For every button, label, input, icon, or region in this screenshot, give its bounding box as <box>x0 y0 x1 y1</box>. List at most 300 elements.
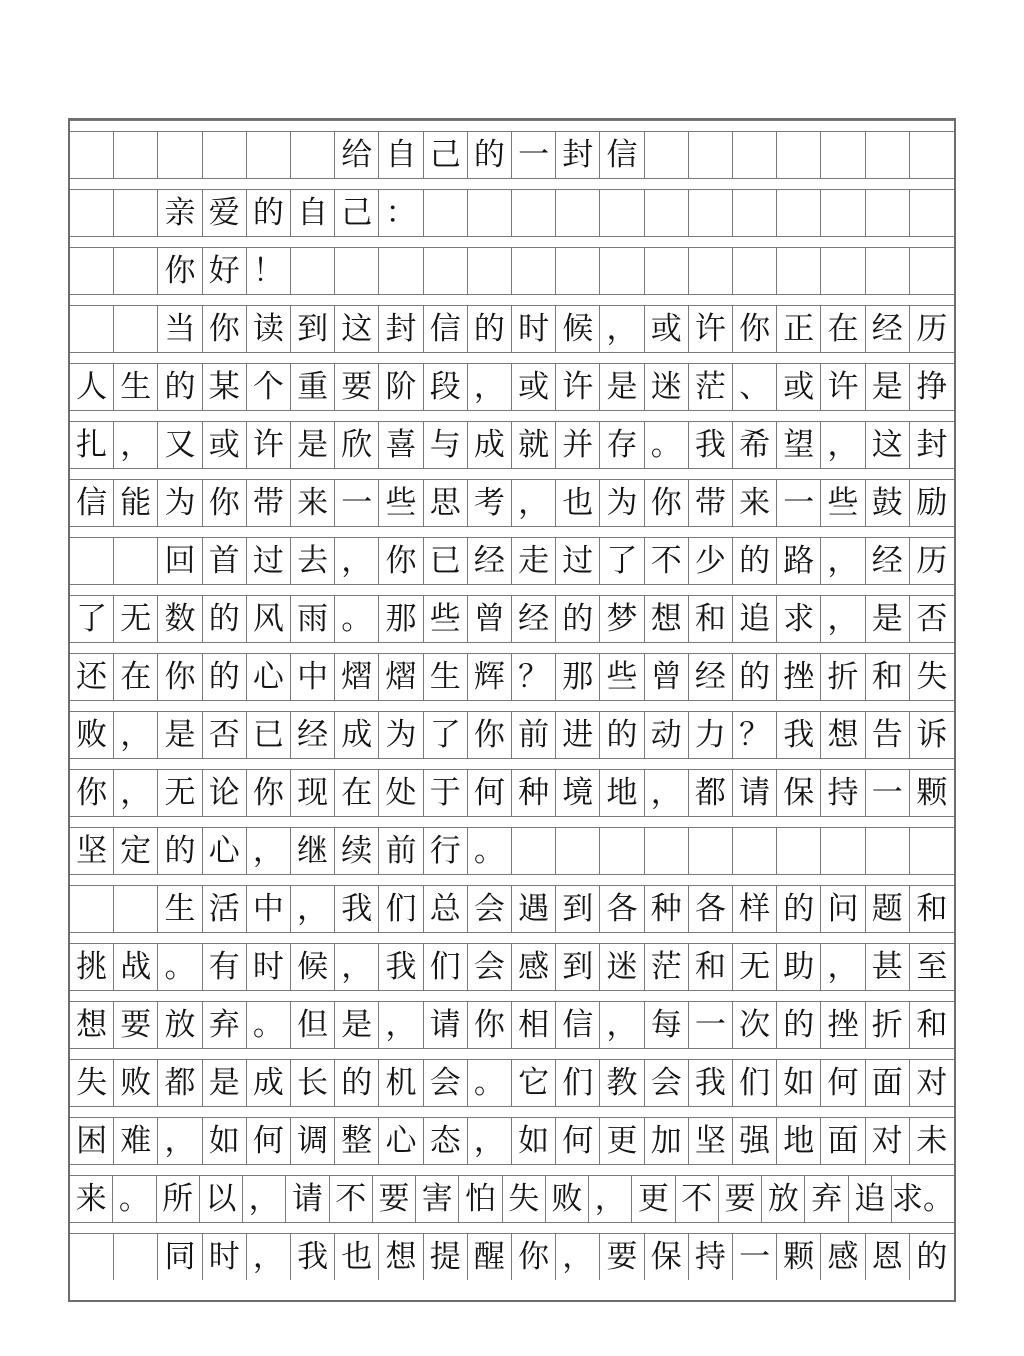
grid-cell <box>114 1234 158 1280</box>
grid-cell: 如 <box>512 1118 556 1164</box>
grid-cell: 总 <box>424 886 468 932</box>
grid-cell: 梦 <box>600 596 644 642</box>
grid-cell: 当 <box>158 306 202 352</box>
grid-cell: 你 <box>158 654 202 700</box>
grid-row <box>70 352 954 410</box>
grid-cell: 的 <box>733 538 777 584</box>
grid-cell: 在 <box>114 654 158 700</box>
grid-cell: 诉 <box>916 716 948 753</box>
grid-cell: 已 <box>247 712 291 758</box>
grid-cell: 何 <box>468 770 512 816</box>
grid-cell: 感 <box>512 944 556 990</box>
grid-cell: 持 <box>821 770 865 816</box>
grid-cell: 的 <box>335 1060 379 1106</box>
grid-cell: 过 <box>247 538 291 584</box>
grid-row <box>70 1164 954 1222</box>
row-spacer-strip <box>70 874 954 886</box>
grid-cell: 处 <box>379 770 423 816</box>
grid-cell <box>70 886 114 932</box>
grid-cell: 加 <box>645 1118 689 1164</box>
grid-cell-strip <box>70 132 954 178</box>
grid-cell: 地 <box>600 770 644 816</box>
grid-cell: 又 <box>158 422 202 468</box>
grid-cell: 地 <box>777 1118 821 1164</box>
grid-cell: 正 <box>777 306 821 352</box>
grid-cell: 时 <box>247 944 291 990</box>
grid-cell: 在 <box>821 306 865 352</box>
grid-cell: ， <box>821 422 865 468</box>
grid-cell: 生 <box>424 654 468 700</box>
grid-row <box>70 236 954 294</box>
grid-cell-strip <box>70 828 954 874</box>
grid-cell: 否 <box>916 600 948 637</box>
grid-cell: 的 <box>468 132 512 178</box>
grid-row <box>70 410 954 468</box>
row-spacer-strip <box>70 352 954 364</box>
grid-cell: 请 <box>733 770 777 816</box>
grid-cell: 会 <box>424 1060 468 1106</box>
grid-cell: 的 <box>777 886 821 932</box>
grid-row <box>70 178 954 236</box>
grid-cell <box>247 132 291 178</box>
grid-cell: 候 <box>556 306 600 352</box>
grid-cell: 经 <box>291 712 335 758</box>
grid-row <box>70 758 954 816</box>
grid-cell: 些 <box>379 480 423 526</box>
grid-row <box>70 990 954 1048</box>
grid-cell: 不 <box>676 1176 719 1222</box>
grid-cell: 失 <box>503 1176 546 1222</box>
grid-cell: 我 <box>689 1060 733 1106</box>
grid-cell: 些 <box>424 596 468 642</box>
grid-cell: 要 <box>600 1234 644 1280</box>
grid-cell: 弃 <box>805 1176 848 1222</box>
grid-cell: 我 <box>777 712 821 758</box>
grid-cell: 成 <box>468 422 512 468</box>
grid-cell: 挣 <box>916 368 948 405</box>
grid-cell: 已 <box>424 538 468 584</box>
grid-cell: 我 <box>291 1234 335 1280</box>
grid-cell: 保 <box>645 1234 689 1280</box>
grid-cell: 持 <box>689 1234 733 1280</box>
grid-cell: 扎 <box>70 422 114 468</box>
grid-cell: 但 <box>291 1002 335 1048</box>
grid-cell: 曾 <box>645 654 689 700</box>
grid-cell: 题 <box>866 886 910 932</box>
grid-cell: 挫 <box>821 1002 865 1048</box>
grid-cell: 心 <box>379 1118 423 1164</box>
grid-cell: 与 <box>424 422 468 468</box>
grid-cell: 的 <box>247 190 291 236</box>
grid-cell <box>733 190 777 236</box>
grid-cell-strip <box>70 248 954 294</box>
grid-cell: 希 <box>733 422 777 468</box>
grid-cell <box>512 190 556 236</box>
grid-cell: 每 <box>645 1002 689 1048</box>
grid-cell: 战 <box>114 944 158 990</box>
grid-cell: 经 <box>468 538 512 584</box>
grid-cell: 思 <box>424 480 468 526</box>
grid-cell: 失 <box>70 1060 114 1106</box>
grid-cell: 亲 <box>158 190 202 236</box>
grid-cell-strip <box>70 654 954 700</box>
grid-cell: ， <box>821 944 865 990</box>
row-spacer-strip <box>70 1222 954 1234</box>
grid-cell: 自 <box>291 190 335 236</box>
row-spacer-strip <box>70 1048 954 1060</box>
grid-cell: 弃 <box>203 1002 247 1048</box>
grid-cell: 面 <box>821 1118 865 1164</box>
grid-cell: 的 <box>556 596 600 642</box>
grid-cell: 欣 <box>335 422 379 468</box>
grid-cell: 调 <box>291 1118 335 1164</box>
grid-cell: 这 <box>866 422 910 468</box>
grid-cell: 为 <box>158 480 202 526</box>
grid-cell: 定 <box>114 828 158 874</box>
grid-cell <box>335 248 379 294</box>
grid-cell: 也 <box>556 480 600 526</box>
grid-cell: 的 <box>733 654 777 700</box>
grid-cell: 颗 <box>777 1234 821 1280</box>
grid-cell: 于 <box>424 770 468 816</box>
grid-cell: 颗 <box>916 774 948 811</box>
grid-cell <box>910 828 954 874</box>
grid-cell-strip <box>70 1176 954 1222</box>
grid-cell: 想 <box>70 1002 114 1048</box>
grid-cell <box>114 538 158 584</box>
grid-cell: 和 <box>866 654 910 700</box>
grid-cell: 们 <box>733 1060 777 1106</box>
grid-cell: 续 <box>335 828 379 874</box>
grid-cell: 害 <box>416 1176 459 1222</box>
row-spacer-strip <box>70 468 954 480</box>
grid-cell: 提 <box>424 1234 468 1280</box>
grid-row <box>70 584 954 642</box>
grid-cell: 是 <box>600 364 644 410</box>
grid-cell: 、 <box>733 364 777 410</box>
grid-cell <box>645 132 689 178</box>
grid-cell: ， <box>247 828 291 874</box>
grid-cell: 们 <box>379 886 423 932</box>
grid-cell: 怕 <box>459 1176 502 1222</box>
grid-cell <box>70 306 114 352</box>
grid-cell: 是 <box>866 596 910 642</box>
grid-cell: 都 <box>689 770 733 816</box>
grid-cell: 的 <box>158 364 202 410</box>
grid-cell: ， <box>556 1234 600 1280</box>
grid-cell: ， <box>379 1002 423 1048</box>
grid-cell: 各 <box>600 886 644 932</box>
grid-cell: 未 <box>916 1122 948 1159</box>
grid-cell: 想 <box>645 596 689 642</box>
grid-cell <box>910 190 954 236</box>
grid-cell: 封 <box>916 426 948 463</box>
grid-cell: 个 <box>247 364 291 410</box>
grid-cell: ， <box>821 538 865 584</box>
grid-cell <box>424 190 468 236</box>
grid-cell <box>866 132 910 178</box>
grid-cell: 到 <box>291 306 335 352</box>
grid-cell: 成 <box>335 712 379 758</box>
grid-cell: 你 <box>158 248 202 294</box>
grid-cell <box>910 248 954 294</box>
grid-cell <box>866 190 910 236</box>
grid-cell: 这 <box>335 306 379 352</box>
grid-cell: 感 <box>821 1234 865 1280</box>
grid-cell: 无 <box>158 770 202 816</box>
grid-row <box>70 1222 954 1280</box>
grid-cell: 那 <box>556 654 600 700</box>
grid-cell <box>114 190 158 236</box>
grid-cell: 如 <box>203 1118 247 1164</box>
grid-cell: 你 <box>203 306 247 352</box>
grid-cell: 鼓 <box>866 480 910 526</box>
grid-cell-strip <box>70 596 954 642</box>
grid-cell: 许 <box>821 364 865 410</box>
grid-cell <box>600 190 644 236</box>
grid-cell: 为 <box>600 480 644 526</box>
grid-cell <box>203 132 247 178</box>
grid-cell <box>70 248 114 294</box>
grid-cell: 读 <box>247 306 291 352</box>
grid-cell: ？ <box>512 654 556 700</box>
grid-cell: 经 <box>689 654 733 700</box>
grid-cell: ， <box>291 886 335 932</box>
grid-cell <box>468 190 512 236</box>
grid-cell <box>689 248 733 294</box>
grid-cell: 一 <box>512 132 556 178</box>
grid-cell: ， <box>589 1176 632 1222</box>
grid-cell-strip <box>70 422 954 468</box>
grid-cell <box>689 828 733 874</box>
grid-cell: 它 <box>512 1060 556 1106</box>
grid-cell: 少 <box>689 538 733 584</box>
grid-cell: ， <box>158 1118 202 1164</box>
grid-cell: 境 <box>556 770 600 816</box>
grid-cell: 会 <box>645 1060 689 1106</box>
row-spacer-strip <box>70 584 954 596</box>
grid-cell: 败 <box>546 1176 589 1222</box>
grid-cell: 折 <box>866 1002 910 1048</box>
grid-cell: 历 <box>916 542 948 579</box>
grid-cell: 对 <box>866 1118 910 1164</box>
grid-cell: 助 <box>777 944 821 990</box>
grid-cell-strip <box>70 944 954 990</box>
grid-cell: 。 <box>468 828 512 874</box>
grid-cell: 何 <box>556 1118 600 1164</box>
grid-cell: 更 <box>632 1176 675 1222</box>
grid-cell-strip <box>70 886 954 932</box>
grid-cell: 会 <box>468 944 512 990</box>
grid-cell <box>866 828 910 874</box>
grid-cell: 和 <box>689 596 733 642</box>
grid-cell: 路 <box>777 538 821 584</box>
grid-cell: 醒 <box>468 1234 512 1280</box>
grid-cell: 中 <box>247 886 291 932</box>
grid-cell <box>689 190 733 236</box>
grid-cell: 或 <box>203 422 247 468</box>
grid-cell: 或 <box>512 364 556 410</box>
grid-cell <box>689 132 733 178</box>
grid-cell <box>556 190 600 236</box>
grid-cell: 许 <box>689 306 733 352</box>
grid-cell: 你 <box>247 770 291 816</box>
grid-cell <box>821 828 865 874</box>
grid-cell: 我 <box>689 422 733 468</box>
row-spacer-strip <box>70 700 954 712</box>
grid-cell: 在 <box>335 770 379 816</box>
grid-cell: ！ <box>247 248 291 294</box>
grid-cell: 同 <box>158 1234 202 1280</box>
grid-cell: 茫 <box>645 944 689 990</box>
grid-cell: 给 <box>335 132 379 178</box>
grid-cell: 会 <box>468 886 512 932</box>
row-spacer-strip <box>70 758 954 770</box>
grid-cell: 你 <box>70 770 114 816</box>
grid-cell <box>158 132 202 178</box>
grid-cell: 折 <box>821 654 865 700</box>
grid-cell: 以 <box>200 1176 243 1222</box>
grid-cell <box>379 248 423 294</box>
grid-cell: 来 <box>291 480 335 526</box>
grid-cell: ， <box>247 1234 291 1280</box>
row-spacer-strip <box>70 932 954 944</box>
grid-row <box>70 642 954 700</box>
grid-cell: 面 <box>866 1060 910 1106</box>
grid-cell: 挑 <box>70 944 114 990</box>
grid-cell: 是 <box>335 1002 379 1048</box>
grid-cell: 雨 <box>291 596 335 642</box>
row-spacer-strip <box>70 642 954 654</box>
grid-cell: 过 <box>556 538 600 584</box>
grid-cell: 们 <box>556 1060 600 1106</box>
grid-cell: 重 <box>291 364 335 410</box>
grid-cell: 你 <box>468 1002 512 1048</box>
grid-cell <box>645 828 689 874</box>
grid-cell: 你 <box>512 1234 556 1280</box>
grid-cell: 就 <box>512 422 556 468</box>
grid-cell: 更 <box>600 1118 644 1164</box>
grid-cell: ， <box>243 1176 286 1222</box>
grid-cell: 挫 <box>777 654 821 700</box>
grid-row <box>70 932 954 990</box>
grid-cell <box>733 828 777 874</box>
grid-cell: 一 <box>777 480 821 526</box>
grid-cell <box>114 132 158 178</box>
grid-cell <box>777 828 821 874</box>
grid-cell: ， <box>468 1118 512 1164</box>
grid-cell: 心 <box>247 654 291 700</box>
grid-cell: 论 <box>203 770 247 816</box>
grid-cell: 带 <box>689 480 733 526</box>
grid-cell <box>821 190 865 236</box>
row-spacer-strip <box>70 990 954 1002</box>
grid-cell: 强 <box>733 1118 777 1164</box>
grid-row <box>70 1048 954 1106</box>
grid-cell: 能 <box>114 480 158 526</box>
grid-cell: 要 <box>114 1002 158 1048</box>
grid-cell: 整 <box>335 1118 379 1164</box>
grid-cell: 无 <box>114 596 158 642</box>
row-spacer-strip <box>70 526 954 538</box>
grid-cell: 好 <box>203 248 247 294</box>
grid-cell: 相 <box>512 1002 556 1048</box>
grid-cell <box>70 132 114 178</box>
grid-cell: 。 <box>247 1002 291 1048</box>
grid-cell: 如 <box>777 1060 821 1106</box>
row-spacer-strip <box>70 120 954 132</box>
grid-cell: 自 <box>379 132 423 178</box>
grid-cell: 败 <box>114 1060 158 1106</box>
grid-cell-strip <box>70 1060 954 1106</box>
grid-cell: 曾 <box>468 596 512 642</box>
grid-cell: 封 <box>556 132 600 178</box>
grid-cell <box>114 886 158 932</box>
grid-cell: 不 <box>330 1176 373 1222</box>
grid-cell: 追 <box>733 596 777 642</box>
grid-cell: 请 <box>286 1176 329 1222</box>
grid-cell: 望 <box>777 422 821 468</box>
grid-cell: 了 <box>424 712 468 758</box>
grid-cell: 经 <box>512 596 556 642</box>
grid-cell: 请 <box>424 1002 468 1048</box>
grid-cell: 行 <box>424 828 468 874</box>
grid-cell: ， <box>335 538 379 584</box>
grid-cell: 生 <box>158 886 202 932</box>
grid-cell: 己 <box>424 132 468 178</box>
grid-cell: 遇 <box>512 886 556 932</box>
grid-cell: 前 <box>512 712 556 758</box>
grid-cell: 动 <box>645 712 689 758</box>
grid-cell: 我 <box>379 944 423 990</box>
grid-cell: 各 <box>689 886 733 932</box>
grid-row <box>70 294 954 352</box>
grid-cell <box>70 190 114 236</box>
grid-cell <box>733 248 777 294</box>
grid-row <box>70 700 954 758</box>
grid-cell: 力 <box>689 712 733 758</box>
grid-cell: 熠 <box>379 654 423 700</box>
grid-cell: 。 <box>158 944 202 990</box>
grid-cell <box>600 248 644 294</box>
grid-cell: 和 <box>916 1006 948 1043</box>
grid-cell: ， <box>600 1002 644 1048</box>
grid-cell <box>645 248 689 294</box>
grid-cell: 。 <box>335 596 379 642</box>
grid-cell: 是 <box>203 1060 247 1106</box>
grid-cell: 一 <box>689 1002 733 1048</box>
grid-cell: 恩 <box>866 1234 910 1280</box>
grid-cell: ， <box>645 770 689 816</box>
grid-cell: 回 <box>158 538 202 584</box>
grid-cell: 有 <box>203 944 247 990</box>
grid-cell <box>733 132 777 178</box>
grid-cell: 。 <box>468 1060 512 1106</box>
grid-cell: 样 <box>733 886 777 932</box>
grid-cell: 还 <box>70 654 114 700</box>
grid-cell: 坚 <box>689 1118 733 1164</box>
grid-cell: 那 <box>379 596 423 642</box>
grid-cell: 信 <box>600 132 644 178</box>
grid-cell-strip <box>70 306 954 352</box>
grid-cell: 考 <box>468 480 512 526</box>
row-spacer-strip <box>70 178 954 190</box>
grid-cell: 现 <box>291 770 335 816</box>
grid-cell-strip <box>70 190 954 236</box>
grid-cell <box>512 828 556 874</box>
grid-cell: 了 <box>600 538 644 584</box>
grid-cell-strip <box>70 364 954 410</box>
